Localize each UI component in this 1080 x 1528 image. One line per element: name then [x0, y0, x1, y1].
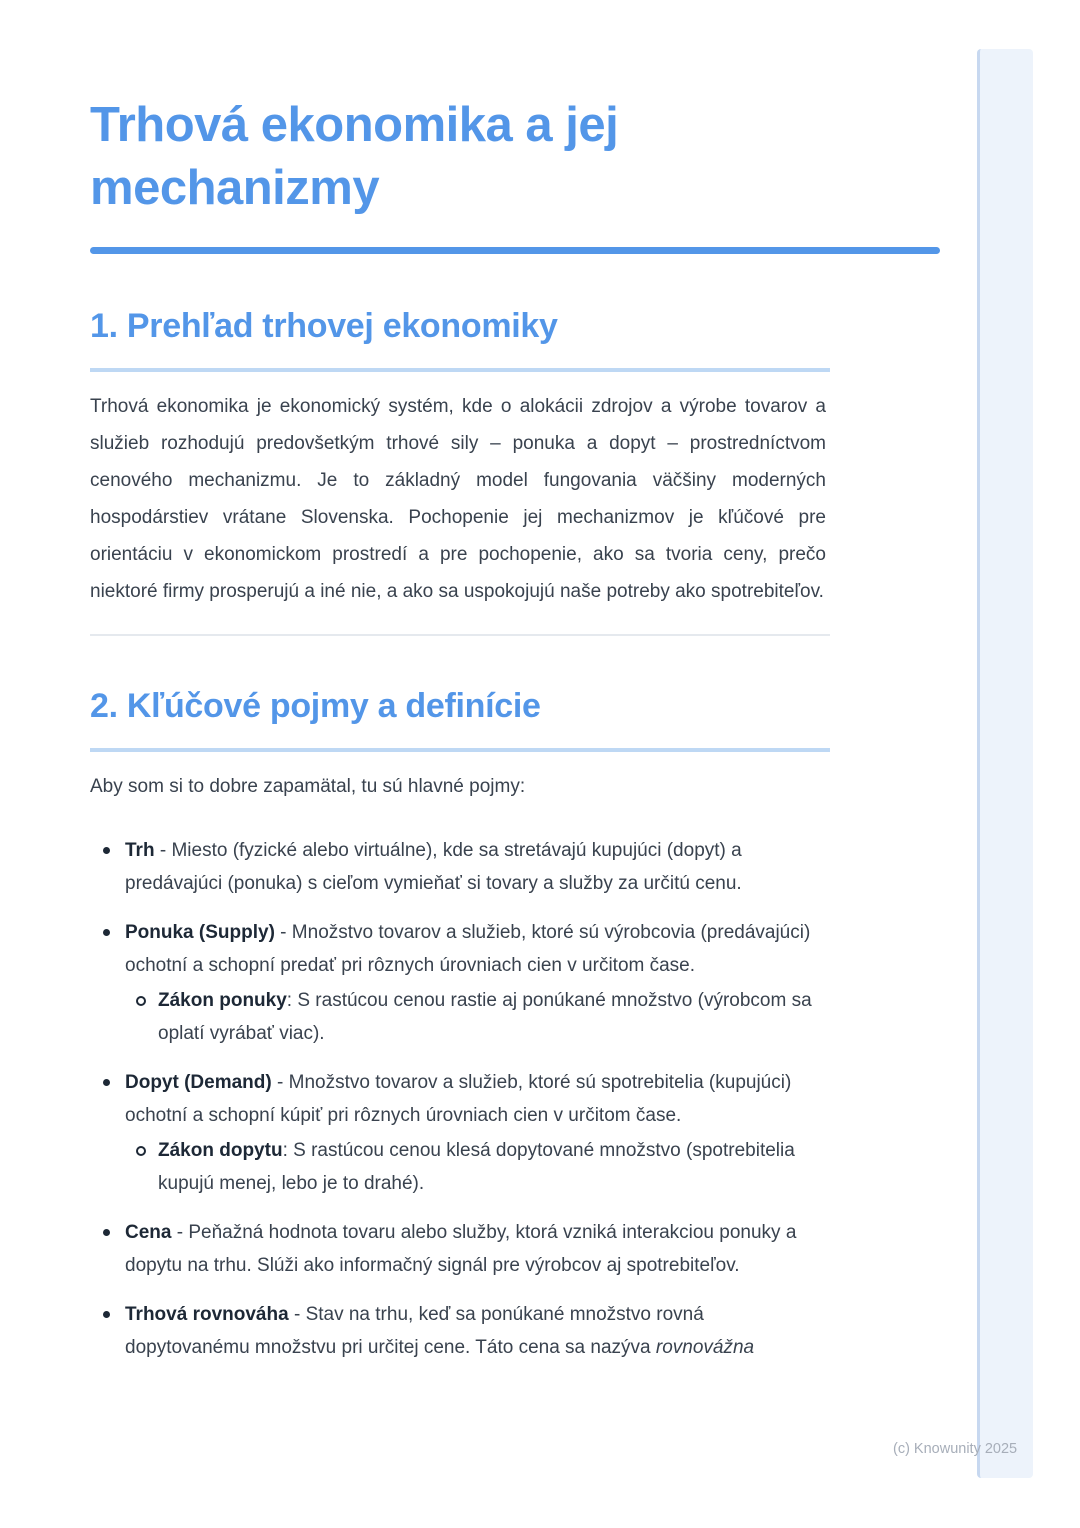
term-label: Trhová rovnováha [125, 1304, 289, 1325]
sub-term-list [125, 984, 825, 1050]
section-overview [90, 306, 830, 610]
section-heading-underline [90, 306, 830, 372]
key-terms-list [90, 834, 825, 1364]
term-separator: - [271, 1072, 289, 1093]
term-item-ponuka [125, 916, 825, 1050]
sub-term-separator: : [286, 990, 298, 1011]
sub-term-label: Zákon dopytu [158, 1140, 283, 1161]
title-rule [90, 247, 940, 254]
sub-term-list [125, 1134, 825, 1200]
term-item-dopyt [125, 1066, 825, 1200]
term-definition: Miesto (fyzické alebo virtuálne), kde sa stretávajú kupujúci (dopyt) a predávajúci (ponuka) s cieľom vymieňať si tovary a služby za určitú cenu. [125, 840, 742, 894]
term-definition: Peňažná hodnota tovaru alebo služby, ktorá vzniká interakciou ponuky a dopytu na trhu. Slúži ako informačný signál pre výrobcov aj spotrebiteľov. [125, 1222, 797, 1276]
sub-term-separator: : [282, 1140, 294, 1161]
term-item-trhova-rovnovaha [125, 1298, 825, 1364]
term-label: Cena [125, 1222, 172, 1243]
term-definition: Množstvo tovarov a služieb, ktoré sú výrobcovia (predávajúci) ochotní a schopní predať pri rôznych úrovniach cien v určitom čase. [125, 922, 811, 976]
term-separator: - [274, 922, 292, 943]
sub-term-item-zakon-ponuky [158, 984, 825, 1050]
term-separator: - [154, 840, 172, 861]
page-title: Trhová ekonomika a jej mechanizmy [90, 98, 619, 215]
section-1-title: 1. Prehľad trhovej ekonomiky [90, 307, 558, 345]
term-definition-italic: rovnovážna [655, 1337, 755, 1358]
section-divider [90, 634, 830, 636]
terms-intro-text: Aby som si to dobre zapamätal, tu sú hlavné pojmy: [90, 776, 526, 797]
term-label: Trh [125, 840, 155, 861]
term-item-cena [125, 1216, 825, 1282]
term-definition: Množstvo tovarov a služieb, ktoré sú spotrebitelia (kupujúci) ochotní a schopní kúpiť pri rôznych úrovniach cien v určitom čase. [125, 1072, 792, 1126]
term-separator: - [171, 1222, 189, 1243]
page-content [90, 94, 940, 1380]
section-heading-underline [90, 686, 830, 752]
term-item-trh [125, 834, 825, 900]
overview-paragraph: Trhová ekonomika je ekonomický systém, kde o alokácii zdrojov a výrobe tovarov a služieb rozhodujú predovšetkým trhové sily – ponuka a dopyt – prostredníctvom cenového mechanizmu. Je to základný model fungovania väčšiny moderných hospodárstiev vrátane Slovenska. Pochopenie jej mechanizmov je kľúčové pre orientáciu v ekonomickom prostredí a pre pochopenie, ako sa tvoria ceny, prečo niektoré firmy prosperujú a iné nie, a ako sa uspokojujú naše potreby ako spotrebiteľov. [90, 396, 826, 602]
term-label: Ponuka (Supply) [125, 922, 275, 943]
sub-term-definition: S rastúcou cenou klesá dopytované množstvo (spotrebitelia kupujú menej, lebo je to drahé). [158, 1140, 795, 1194]
section-2-title: 2. Kľúčové pojmy a definície [90, 687, 541, 725]
section-key-terms [90, 686, 830, 1364]
page-edge-strip [977, 49, 1033, 1478]
term-label: Dopyt (Demand) [125, 1072, 272, 1093]
sub-term-label: Zákon ponuky [158, 990, 287, 1011]
term-definition: Stav na trhu, keď sa ponúkané množstvo rovná dopytovanému množstvu pri určitej cene. Táto cena sa nazýva [125, 1304, 704, 1358]
sub-term-item-zakon-dopytu [158, 1134, 825, 1200]
footer-credit: (c) Knowunity 2025 [893, 1441, 1018, 1457]
sub-term-definition: S rastúcou cenou rastie aj ponúkané množstvo (výrobcom sa oplatí vyrábať viac). [158, 990, 812, 1044]
term-separator: - [288, 1304, 306, 1325]
